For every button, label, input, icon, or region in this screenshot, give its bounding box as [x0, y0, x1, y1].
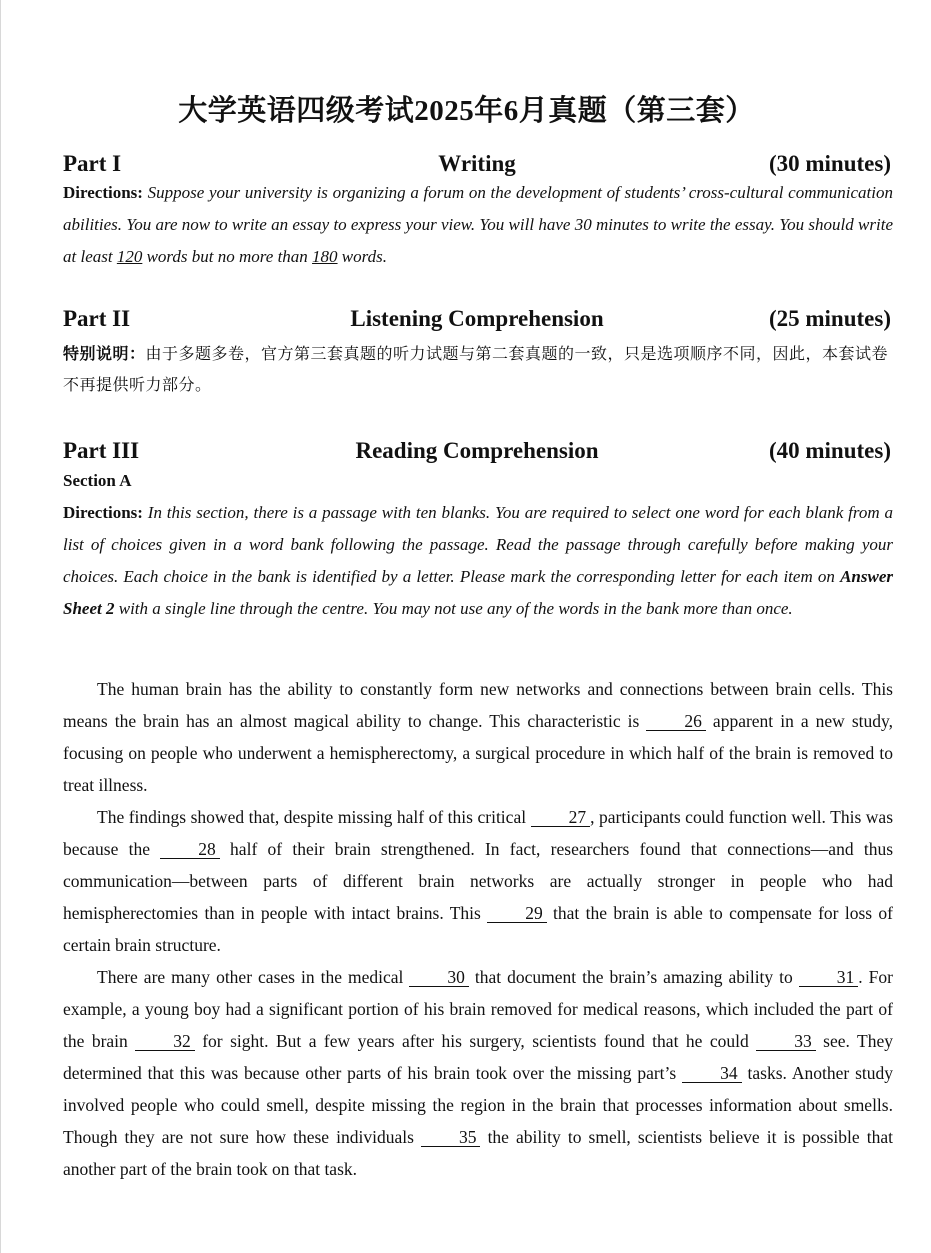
- blank-34: 34: [682, 1064, 742, 1083]
- listening-note-label: 特别说明：: [63, 344, 146, 363]
- passage-text: There are many other cases in the medical: [97, 967, 410, 987]
- passage-text: the ability to smell, scientists believe it is possible that another part of the brain took on that task.: [63, 1127, 893, 1179]
- blank-26: 26: [646, 712, 706, 731]
- blank-33: 33: [756, 1032, 816, 1051]
- blank-28: 28: [160, 840, 220, 859]
- passage-text: that the brain is able to compensate for loss of certain brain structure.: [63, 903, 893, 955]
- blank-29: 29: [487, 904, 547, 923]
- blank-32: 32: [135, 1032, 195, 1051]
- part-3-name: Reading Comprehension: [355, 438, 599, 463]
- section-a-heading: Section A: [63, 471, 132, 490]
- passage-text: see. They determined that this was because other parts of his brain took over the missing part’s: [63, 1031, 894, 1083]
- passage-text: for sight. But a few years after his surgery, scientists found that he could: [194, 1031, 757, 1051]
- writing-text-3: words.: [337, 247, 387, 266]
- blank-27: 27: [531, 808, 591, 827]
- part-3-time: (40 minutes): [768, 438, 891, 463]
- passage-text: The human brain has the ability to constantly form new networks and connections between brain cells. This means the brain has an almost magical ability to change. This characteristic is: [63, 679, 893, 731]
- passage-paragraph-1: [63, 673, 893, 801]
- reading-directions: [63, 497, 893, 625]
- passage-text: , participants could function well. This was because the: [63, 807, 894, 859]
- part-2-name: Listening Comprehension: [350, 306, 604, 331]
- blank-30: 30: [409, 968, 469, 987]
- passage-paragraph-2: [63, 801, 893, 961]
- passage-text: that document the brain’s amazing ability to: [468, 967, 799, 987]
- passage-text: tasks. Another study involved people who could smell, despite missing the region in the brain that processes information about smells. Though they are not sure how these individuals: [63, 1063, 893, 1147]
- reading-passage: [63, 673, 893, 1185]
- reading-text-1: In this section, there is a passage with ten blanks. You are required to select one word for each blank from a list of choices given in a word bank following the passage. Read the passage through carefully before making your choices. Each choice in the bank is identified by a letter. Please mark the corresponding letter for each item on: [63, 503, 893, 586]
- part-3-header: [63, 438, 891, 468]
- passage-text: The findings showed that, despite missing half of this critical: [97, 807, 531, 827]
- writing-directions-label: Directions:: [63, 183, 143, 202]
- part-1-number: Part I: [63, 151, 122, 176]
- reading-text-2: with a single line through the centre. You may not use any of the words in the bank more than once.: [114, 599, 793, 618]
- listening-note: [63, 338, 893, 400]
- passage-paragraph-3: [63, 961, 893, 1185]
- writing-max-words: 180: [312, 247, 338, 266]
- part-1-name: Writing: [438, 151, 516, 176]
- writing-min-words: 120: [116, 247, 143, 266]
- part-2-number: Part II: [63, 306, 131, 331]
- answer-sheet-label: Answer Sheet 2: [63, 567, 893, 618]
- part-3-number: Part III: [63, 438, 140, 463]
- blank-31: 31: [799, 968, 859, 987]
- writing-directions: [63, 177, 893, 273]
- writing-text-1: Suppose your university is organizing a forum on the development of students’ cross-cultural communication abilities. You are now to write an essay to express your view. You will have 30 minutes to write the essay. You should write at least: [63, 183, 893, 266]
- part-2-time: (25 minutes): [768, 306, 891, 331]
- part-1-time: (30 minutes): [768, 151, 891, 176]
- passage-text: apparent in a new study, focusing on people who underwent a hemispherectomy, a surgical procedure in which half of the brain is removed to treat illness.: [63, 711, 894, 795]
- writing-text-2: words but no more than: [142, 247, 313, 266]
- reading-directions-label: Directions:: [63, 503, 143, 522]
- passage-text: half of their brain strengthened. In fact, researchers found that connections—and thus communication—between parts of different brain networks are actually stronger in people who had hemispherectomies than in people with intact brains. This: [63, 839, 894, 923]
- passage-text: . For example, a young boy had a significant portion of his brain removed for medical reasons, which included the part of the brain: [63, 967, 893, 1051]
- blank-35: 35: [421, 1128, 481, 1147]
- part-2-header: [63, 306, 891, 336]
- page-title: 大学英语四级考试2025年6月真题（第三套）: [178, 95, 755, 127]
- listening-note-text: 由于多题多卷，官方第三套真题的听力试题与第二套真题的一致，只是选项顺序不同，因此，本套试卷不再提供听力部分。: [63, 344, 889, 394]
